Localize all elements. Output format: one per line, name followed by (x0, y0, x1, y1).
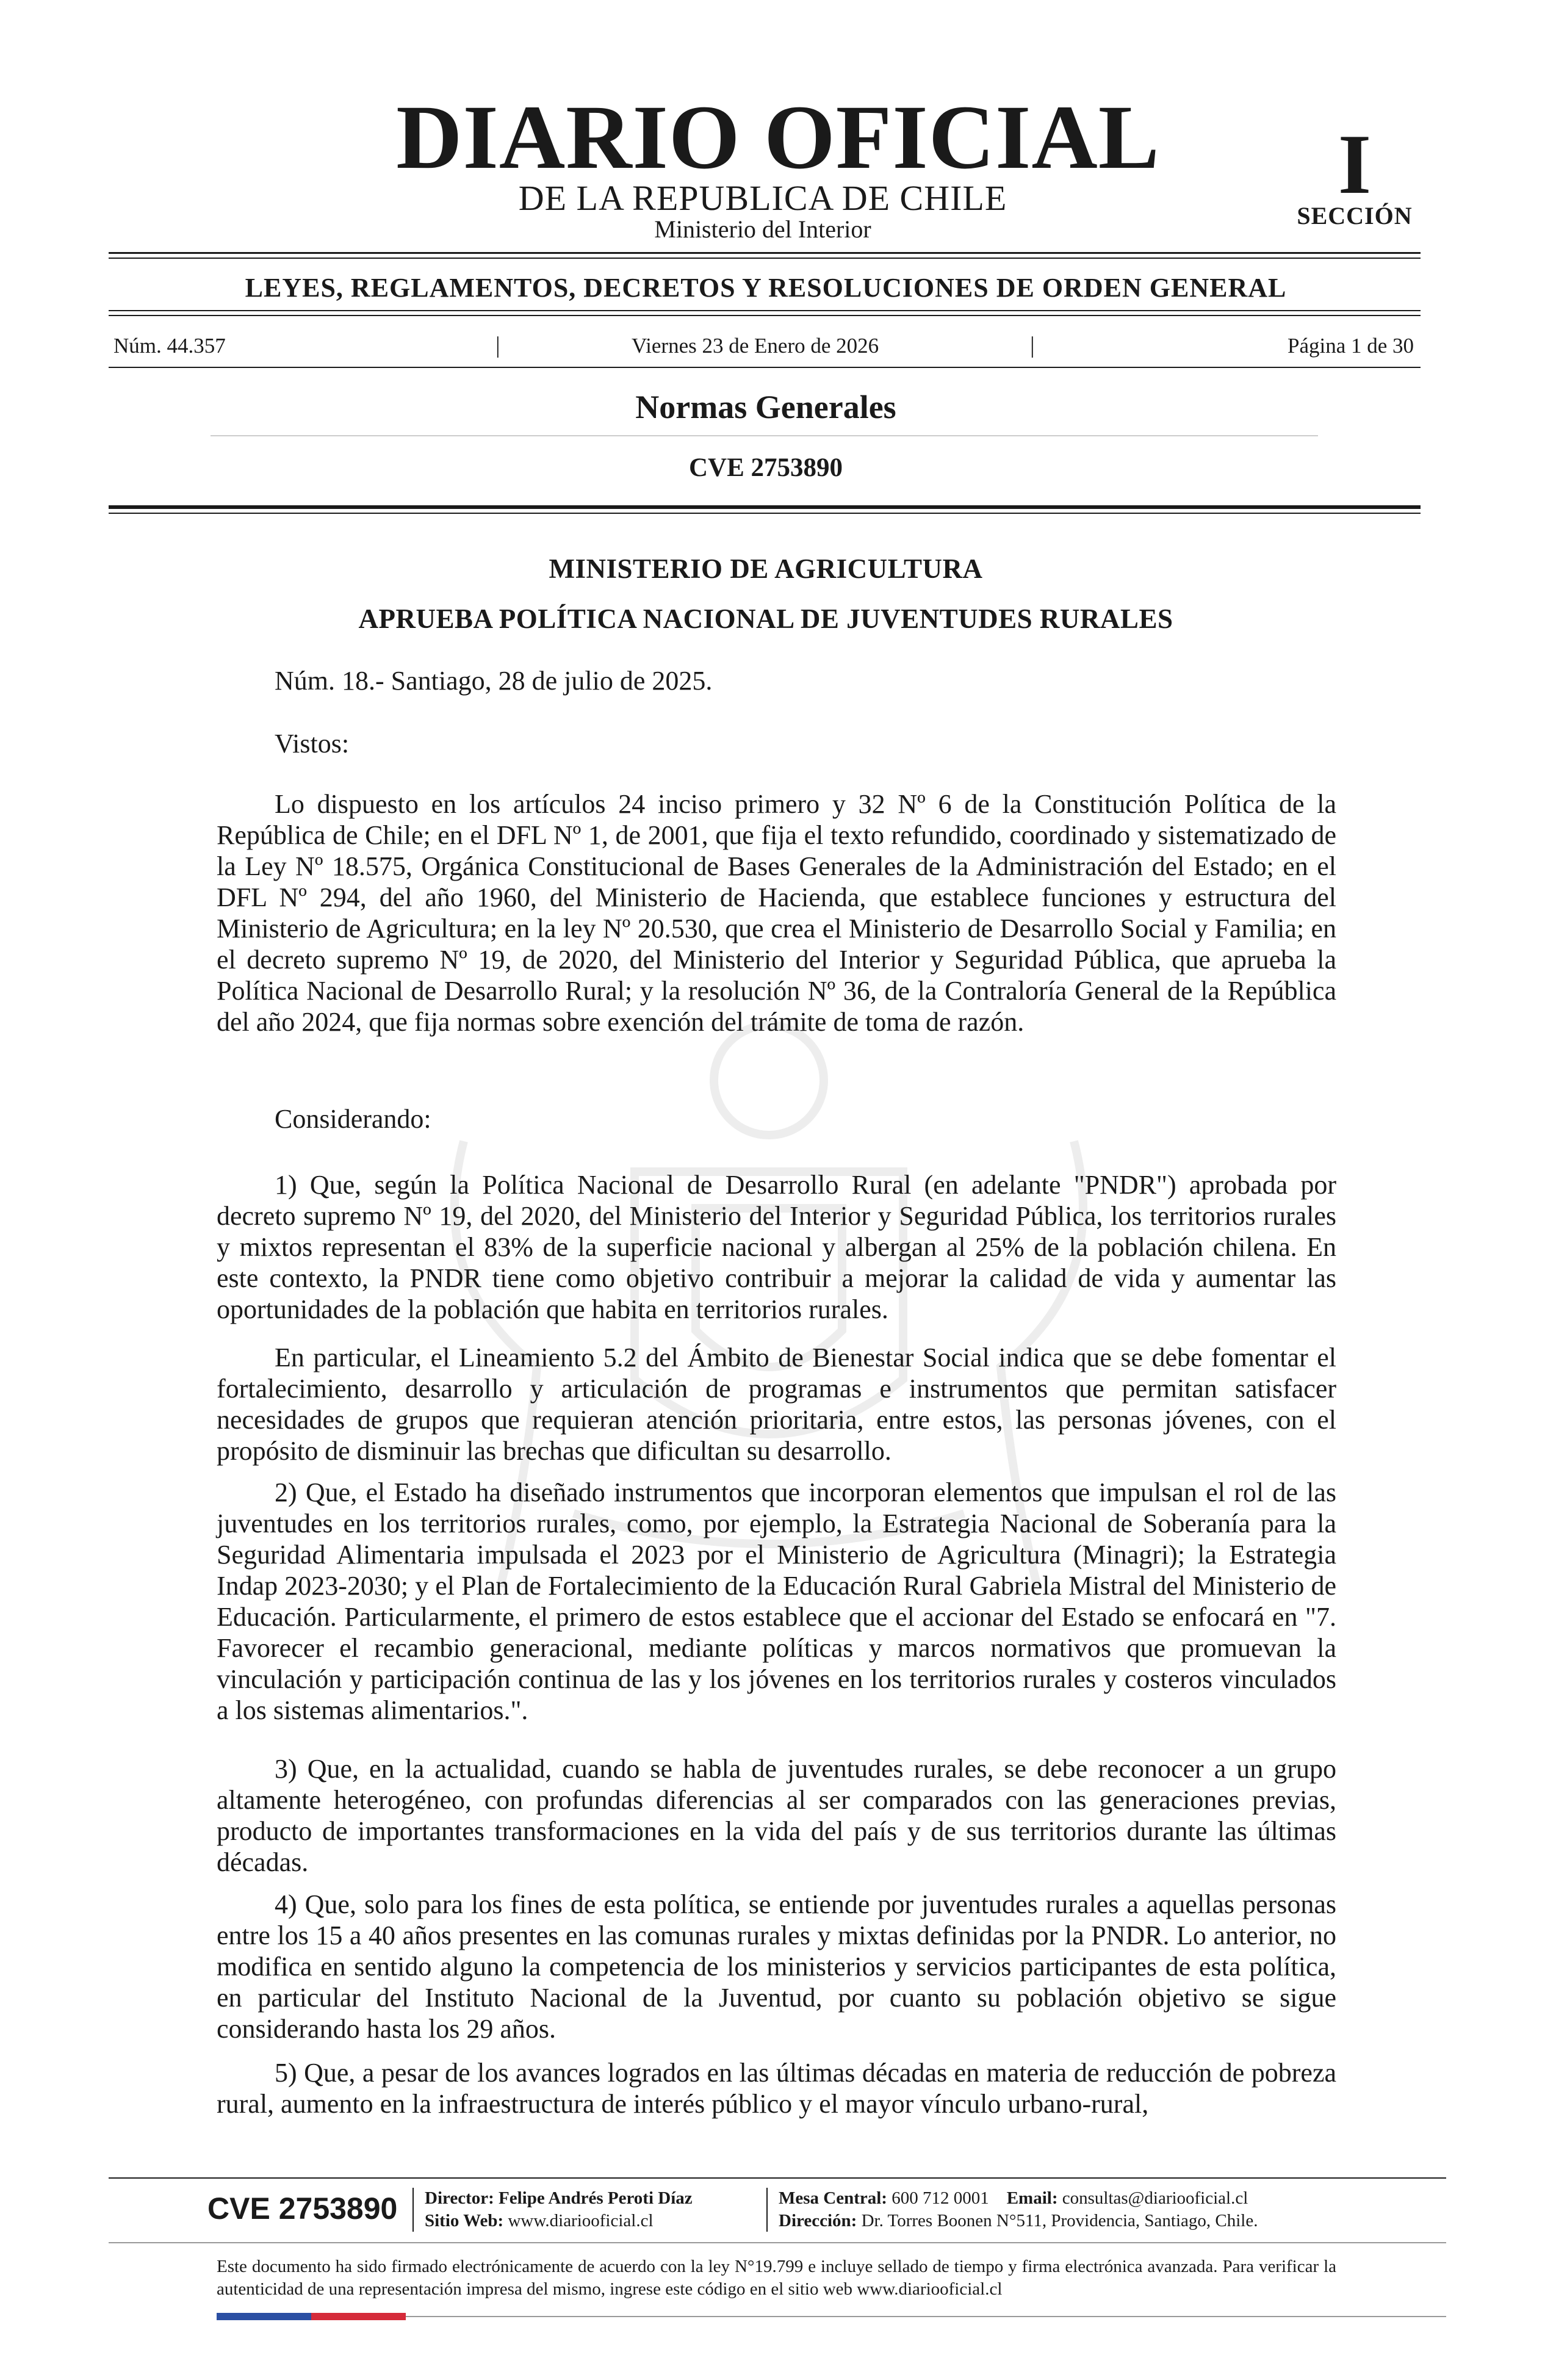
footer-director-block (425, 2187, 693, 2232)
flag-bar-red (311, 2313, 406, 2320)
section-rule-thick (109, 505, 1421, 509)
issue-date: Viernes 23 de Enero de 2026 (632, 334, 879, 358)
masthead-subtitle: DE LA REPUBLICA DE CHILE (518, 178, 1007, 218)
mesa-label: Mesa Central: (779, 2188, 887, 2208)
email-link[interactable]: consultas@diariooficial.cl (1062, 2188, 1248, 2208)
footer-rule-bottom (406, 2316, 1446, 2317)
address-value: Dr. Torres Boonen N°511, Providencia, Santiago, Chile. (861, 2211, 1258, 2230)
issue-page: Página 1 de 30 (1288, 334, 1414, 358)
masthead-rule-top (109, 252, 1421, 254)
considerando-1: 1) Que, según la Política Nacional de Desarrollo Rural (en adelante "PNDR") aprobada por decreto supremo Nº 19, del 2020, del Ministerio del Interior y Seguridad Pública, los territorios rurales y mixtos representan el 83% de la superficie nacional y albergan al 25% de la población chilena. En este contexto, la PNDR tiene como objetivo contribuir a mejorar la calidad de vida y aumentar las oportunidades de la población que habita en territorios rurales. (217, 1170, 1336, 1324)
footer-rule-top (109, 2177, 1446, 2179)
email-label: Email: (1006, 2188, 1058, 2208)
section-cve: CVE 2753890 (688, 453, 843, 482)
considerando-1-continued: En particular, el Lineamiento 5.2 del Ámbito de Bienestar Social indica que se debe fomentar el fortalecimiento, desarrollo y articulación de programas e instrumentos que permitan satisfacer necesidades de grupos que requieran atención prioritaria, entre estos, las personas jóvenes, con el propósito de disminuir las brechas que dificultan su desarrollo. (217, 1343, 1336, 1466)
footer-separator-1 (412, 2188, 414, 2232)
footer-separator-2 (766, 2188, 768, 2232)
document-title: APRUEBA POLÍTICA NACIONAL DE JUVENTUDES RURALES (358, 604, 1173, 634)
section-title: Normas Generales (635, 389, 896, 425)
footer-cve: CVE 2753890 (207, 2191, 398, 2226)
address-label: Dirección: (779, 2211, 857, 2230)
mesa-value: 600 712 0001 (891, 2188, 989, 2208)
considerando-3: 3) Que, en la actualidad, cuando se habla de juventudes rurales, se debe reconocer a un grupo altamente heterogéneo, con profundas diferencias al ser comparados con las generaciones previas, producto de importantes transformaciones en la vida del país y de sus territorios durante las últimas décadas. (217, 1754, 1336, 1877)
web-label: Sitio Web: (425, 2211, 504, 2230)
director-name: Felipe Andrés Peroti Díaz (499, 2188, 693, 2208)
masthead-rule-top-2 (109, 258, 1421, 259)
issue-rule (109, 367, 1421, 368)
issue-number: Núm. 44.357 (113, 334, 226, 358)
considerando-4: 4) Que, solo para los fines de esta política, se entiende por juventudes rurales a aquellas personas entre los 15 a 40 años presentes en las comunas rurales y mixtas definidas por la PNDR. Lo anterior, no modifica en sentido alguno la competencia de los ministerios y servicios participantes de esta política, en particular del Instituto Nacional de la Juventud, por cuanto su población objetivo se sigue considerando hasta los 29 años. (217, 1889, 1336, 2044)
section-rule-thin (109, 513, 1421, 514)
footer-legal-text: Este documento ha sido firmado electrónicamente de acuerdo con la ley N°19.799 e incluye sellado de tiempo y firma electrónica avanzada. Para verificar la autenticidad de una representación impresa del mismo, ingrese este código en el sitio web www.diariooficial.cl (217, 2257, 1336, 2299)
considerando-label: Considerando: (275, 1104, 431, 1134)
category-rule-2 (109, 315, 1421, 316)
section-title-rule (211, 435, 1318, 436)
web-link[interactable]: www.diariooficial.cl (508, 2211, 654, 2230)
masthead-ministry: Ministerio del Interior (654, 215, 871, 243)
footer-contact-block (779, 2187, 1258, 2232)
flag-bar-blue (217, 2313, 311, 2320)
director-label: Director: (425, 2188, 494, 2208)
vistos-label: Vistos: (275, 729, 350, 759)
section-label: SECCIÓN (1297, 202, 1413, 229)
decree-number: Núm. 18.- Santiago, 28 de julio de 2025. (275, 666, 713, 696)
issue-separator-2: | (1030, 333, 1035, 358)
ministry-heading: MINISTERIO DE AGRICULTURA (549, 554, 983, 584)
vistos-paragraph: Lo dispuesto en los artículos 24 inciso primero y 32 Nº 6 de la Constitución Política de la República de Chile; en el DFL Nº 1, de 2001, que fija el texto refundido, coordinado y sistematizado de la Ley Nº 18.575, Orgánica Constitucional de Bases Generales de la Administración del Estado; en el DFL Nº 294, del año 1960, del Ministerio de Hacienda, que establece funciones y estructura del Ministerio de Agricultura; en la ley Nº 20.530, que crea el Ministerio de Desarrollo Social y Familia; en el decreto supremo Nº 19, de 2020, del Ministerio del Interior y Seguridad Pública, que aprueba la Política Nacional de Desarrollo Rural; y la resolución Nº 36, de la Contraloría General de la República del año 2024, que fija normas sobre exención del trámite de toma de razón. (217, 789, 1336, 1037)
category-heading: LEYES, REGLAMENTOS, DECRETOS Y RESOLUCIONES DE ORDEN GENERAL (245, 273, 1287, 303)
section-number: I (1338, 117, 1372, 212)
considerando-2: 2) Que, el Estado ha diseñado instrumentos que incorporan elementos que impulsan el rol de las juventudes en los territorios rurales, como, por ejemplo, la Estrategia Nacional de Soberanía para la Seguridad Alimentaria impulsada el 2023 por el Ministerio de Agricultura (Minagri); la Estrategia Indap 2023-2030; y el Plan de Fortalecimiento de la Educación Rural Gabriela Mistral del Ministerio de Educación. Particularmente, el primero de estos establece que el accionar del Estado se enfocará en "7. Favorecer el recambio generacional, mediante políticas y marcos normativos que promuevan la vinculación y participación continua de las y los jóvenes en los territorios rurales y costeros vinculados a los sistemas alimentarios.". (217, 1477, 1336, 1725)
issue-separator-1: | (495, 333, 500, 358)
footer-rule-mid (109, 2242, 1446, 2243)
considerando-5: 5) Que, a pesar de los avances logrados en las últimas décadas en materia de reducción de pobreza rural, aumento en la infraestructura de interés público y el mayor vínculo urbano-rural, (217, 2058, 1336, 2119)
category-rule (109, 310, 1421, 311)
masthead-title: DIARIO OFICIAL (396, 87, 1160, 188)
